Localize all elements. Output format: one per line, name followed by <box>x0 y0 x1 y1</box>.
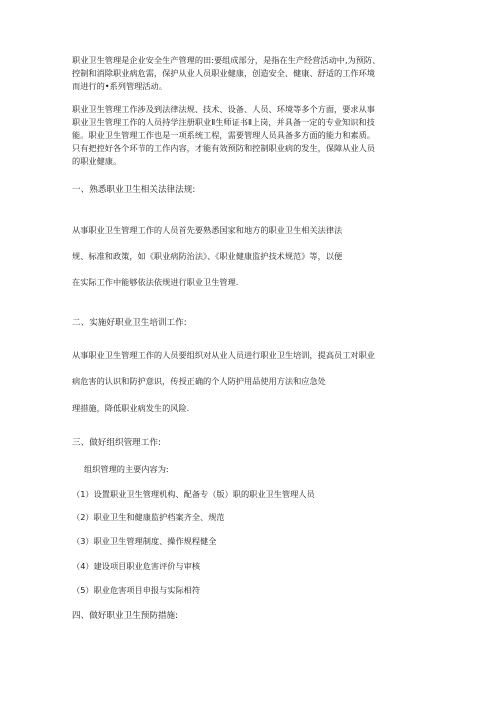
text-line: 只有把控好各个环节的工作内容，才能有效预防和控制职业病的发生，保障从业人员 <box>72 143 375 153</box>
text-line: 职业卫生管理工作的人员持学注册职业Ⅱ生师证书Ⅱ上岗，并具备一定的专业知识和技 <box>72 117 375 127</box>
list-item: （4）建设项目职业危害评价与审核 <box>72 561 201 571</box>
text-line: 职业卫生管理工作涉及到法律法规、技术、设备、人员、环境等多个方面，要求从事 <box>72 104 375 114</box>
section1-line: 从事职业卫生管理工作的人员首先要熟悉国家和地方的职业卫生相关法律法 <box>72 225 343 235</box>
list-item: （1）设置职业卫生管理机构、配备专（版）职的职业卫生管理人员 <box>72 489 315 499</box>
text-line: 能。职业卫生管理工作也是一项系统工程，需要管理人员具备多方面的能力和素质。 <box>72 130 375 140</box>
section1-heading: 一、熟悉职业卫生相关法律法规: <box>72 185 196 195</box>
text-line: 而进行的•系列管理活动。 <box>72 81 167 91</box>
section1-line: 在实际工作中能够依法依规进行职业卫生管理. <box>72 277 239 287</box>
section3-heading: 三、做好组织管理工作: <box>72 438 161 448</box>
intro-paragraph <box>72 54 432 93</box>
intro2-paragraph <box>72 103 432 168</box>
section4-heading: 四、做好职业卫生预防措施: <box>72 611 179 621</box>
section2-line: 病危害的认识和防护意识，传授正确的个人防护用品使用方法和应急处 <box>72 376 326 386</box>
text-line: 的职业健康。 <box>72 156 122 166</box>
section3-subheading: 组织管理的主要内容为: <box>84 464 169 474</box>
section2-line: 理措施，降低职业病发生的风险. <box>72 403 190 413</box>
list-item: （5）职业危害项目申报与实际相符 <box>72 585 201 595</box>
section2-heading: 二、实施好职业卫生培训工作: <box>72 318 187 328</box>
section2-line: 从事职业卫生管理工作的人员要组织对从业人员进行职业卫生培训，提高员工对职业 <box>72 350 375 360</box>
list-item: （2）职业卫生和健康监护档案齐全、规范 <box>72 512 225 522</box>
section1-line: 规、标准和政策，如《职业病防治法》、《职业健康监护技术规范》等，以便 <box>72 251 343 261</box>
list-item: （3）职业卫生管理制度、操作规程健全 <box>72 536 217 546</box>
text-line: 职业卫生管理是企业安全生产管理的田:要组成部分，是指在生产经营活动中,为预防、 <box>72 55 381 65</box>
text-line: 控制和消除职业病危需，保护从业人员职业健康，创造安全、健康、舒适的工作环境 <box>72 68 375 78</box>
